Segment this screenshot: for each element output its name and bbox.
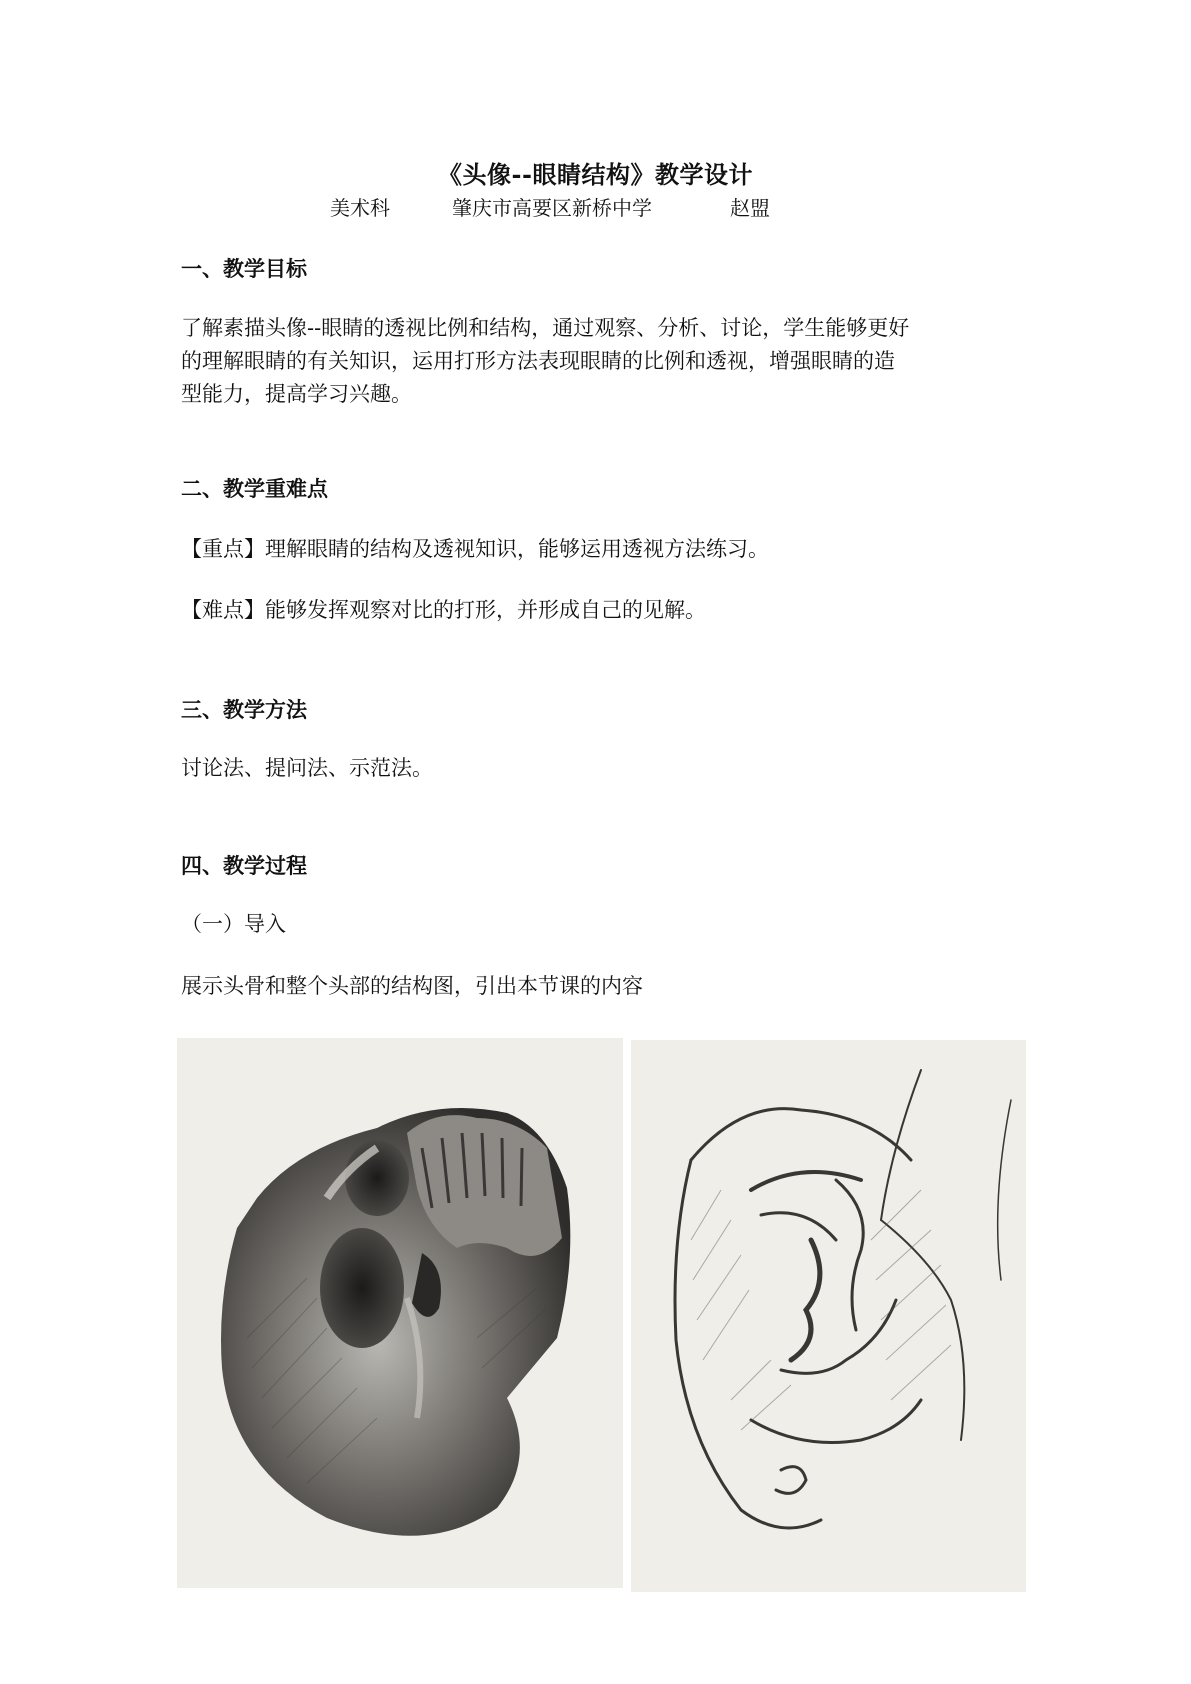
section-heading-objectives: 一、教学目标 <box>181 256 307 281</box>
objectives-line-2: 的理解眼睛的有关知识，运用打形方法表现眼睛的比例和透视，增强眼睛的造 <box>181 349 895 373</box>
key-point-text: 【重点】理解眼睛的结构及透视知识，能够运用透视方法练习。 <box>181 537 769 561</box>
intro-text: 展示头骨和整个头部的结构图，引出本节课的内容 <box>181 974 643 998</box>
section-heading-process: 四、教学过程 <box>181 853 307 878</box>
author-name: 赵盟 <box>730 196 770 220</box>
methods-text: 讨论法、提问法、示范法。 <box>181 756 433 780</box>
objectives-line-1: 了解素描头像--眼睛的透视比例和结构，通过观察、分析、讨论，学生能够更好 <box>181 316 910 340</box>
objectives-line-3: 型能力，提高学习兴趣。 <box>181 382 412 406</box>
school-name: 肇庆市高要区新桥中学 <box>452 196 652 220</box>
subsection-intro: （一）导入 <box>181 912 286 936</box>
head-structure-sketch-image <box>631 1040 1026 1592</box>
subject-label: 美术科 <box>330 196 390 220</box>
section-heading-methods: 三、教学方法 <box>181 697 307 722</box>
difficult-point-text: 【难点】能够发挥观察对比的打形，并形成自己的见解。 <box>181 598 706 622</box>
skull-sketch-image <box>177 1038 623 1588</box>
document-title: 《头像--眼睛结构》教学设计 <box>438 160 753 189</box>
section-heading-key-points: 二、教学重难点 <box>181 476 328 501</box>
